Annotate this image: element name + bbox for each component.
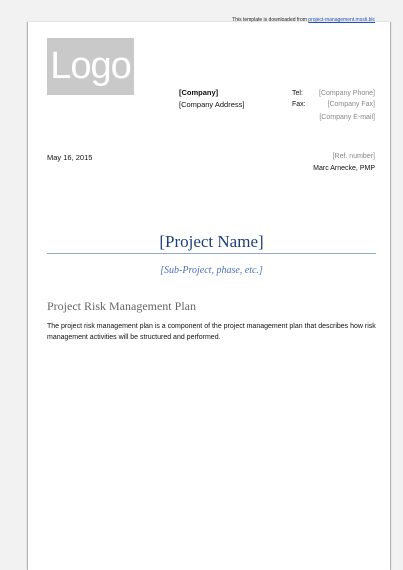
section-body: The project risk management plan is a component of the project management plan that describes how risk management activities will be structured and performed.	[47, 323, 376, 341]
download-link[interactable]: project-management.mssti.blc	[308, 17, 375, 23]
company-email: [Company E-mail]	[319, 114, 375, 121]
tel-label: Tel:	[292, 90, 303, 97]
company-phone: [Company Phone]	[318, 90, 375, 97]
contact-values	[319, 88, 375, 123]
reference-number: [Ref. number]	[332, 153, 375, 160]
company-block	[179, 88, 244, 109]
logo-placeholder	[47, 38, 134, 95]
section-heading: Project Risk Management Plan	[47, 299, 196, 313]
download-note	[232, 17, 375, 23]
project-name-title: [Project Name]	[159, 232, 264, 251]
company-fax: [Company Fax]	[327, 101, 375, 108]
fax-label: Fax:	[292, 101, 306, 108]
subproject-subtitle: [Sub-Project, phase, etc.]	[160, 265, 263, 276]
document-date: May 16, 2015	[47, 153, 93, 162]
company-name: [Company]	[179, 88, 219, 97]
company-address: [Company Address]	[179, 100, 245, 109]
logo-text: Logo	[50, 45, 131, 87]
contact-labels	[292, 88, 306, 110]
download-note-text: This template is downloaded from	[232, 17, 307, 23]
document-author: Marc Arnecke, PMP	[313, 165, 375, 172]
title-divider	[47, 253, 376, 254]
